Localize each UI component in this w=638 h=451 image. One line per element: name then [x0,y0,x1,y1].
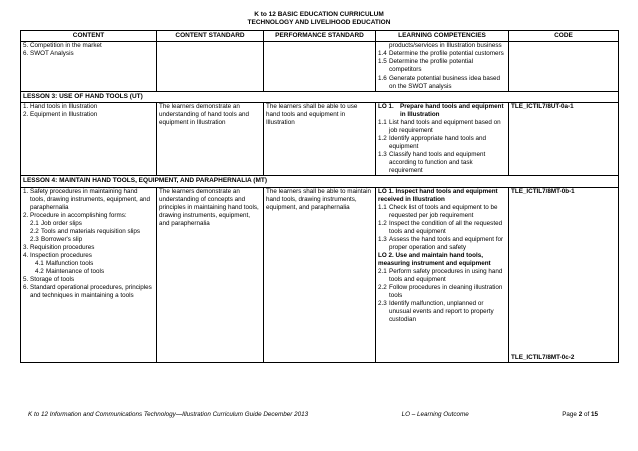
cell-content-standard [157,42,264,91]
cell-code [509,187,619,362]
learning-outcome-2: LO 2. Use and maintain hand tools, measuring instrument and equipment [378,252,491,268]
list-item: products/services in Illustration business [389,42,502,50]
list-item: 4.1 Malfunction tools [35,260,94,268]
cell-code: TLE_ICTIL7/8UT-0a-1 [509,102,619,175]
cell-performance-standard [264,42,376,91]
footer-guide-title: K to 12 Information and Communications Technology—Illustration Curriculum Guide December 2013 [28,411,309,418]
list-item: 1. Hand tools in Illustration [23,102,98,110]
lesson-3-title: LESSON 3: USE OF HAND TOOLS (UT) [21,91,619,102]
footer-legend: LO – Learning Outcome [401,411,469,418]
list-item: 3. Requisition procedures [23,243,95,251]
cell-competencies [376,187,509,362]
cell-code [509,42,619,91]
col-header-content: CONTENT [21,31,157,42]
page-footer [28,411,598,419]
list-item: 1.3 Classify hand tools and equipment according to function and task requirement [378,151,486,175]
col-header-code: CODE [509,31,619,42]
learning-outcome-1: LO 1. Inspect hand tools and equipment received in Illustration [378,187,498,203]
list-item: 1.3 Assess the hand tools and equipment for proper operation and safety [378,235,504,251]
list-item: 6. Standard operational procedures, principles and techniques in maintaining a tools [23,284,152,300]
list-item: 2.3 Identify malfunction, unplanned or unusual events and report to property custodian [378,300,494,324]
code-lo2: TLE_ICTIL7/8MT-0c-2 [511,353,575,361]
list-item: 2.3 Borrower's slip [30,235,83,243]
list-item: 2.1 Job order slips [30,219,82,227]
cell-content-standard: The learners demonstrate an understanding of hand tools and equipment in Illustration [157,102,264,175]
list-item: 4.2 Maintenance of tools [35,268,105,276]
table-row [21,102,619,175]
list-item: 1.1 List hand tools and equipment based on job requirement [378,119,501,135]
list-item: 6. SWOT Analysis [23,50,74,58]
list-item: 2.1 Perform safety procedures in using hand tools and equipment [378,268,503,284]
list-item: 5. Storage of tools [23,276,75,284]
list-item: 5. Competition in the market [23,42,102,50]
list-item: 1.2 Inspect the condition of all the requested tools and equipment [378,219,503,235]
list-item: 1.5 Determine the profile potential competitors [378,58,474,74]
list-item: 2.2 Follow procedures in cleaning illustration tools [378,284,503,300]
table-row [21,187,619,362]
header-line-2: TECHNOLOGY AND LIVELIHOOD EDUCATION [247,19,391,27]
list-item: 1.6 Generate potential business idea based on the SWOT analysis [378,74,500,90]
table-header-row [21,31,619,42]
curriculum-table [20,30,619,363]
learning-outcome: LO 1. Prepare hand tools and equipment in Illustration [378,102,504,118]
list-item: 1. Safety procedures in maintaining hand tools, drawing instruments, equipment, and paraphernalia [23,187,151,211]
cell-competencies [376,42,509,91]
table-row [21,42,619,91]
cell-competencies [376,102,509,175]
cell-performance-standard: The learners shall be able to maintain hand tools, drawing instruments, equipment, and paraphernalia [264,187,376,362]
list-item: 1.4 Determine the profile potential customers [378,50,504,58]
list-item: 1.1 Check list of tools and equipment to be requested per job requirement [378,203,498,219]
list-item: 2. Equipment in Illustration [23,110,98,118]
col-header-learning-competencies: LEARNING COMPETENCIES [376,31,509,42]
cell-content [21,187,157,362]
lesson-3-title-row [21,91,619,102]
list-item: 2. Procedure in accomplishing forms: [23,211,127,219]
header-line-1: K to 12 BASIC EDUCATION CURRICULUM [254,11,384,18]
list-item: 1.2 Identify appropriate hand tools and equipment [378,135,486,151]
cell-content [21,102,157,175]
cell-content-standard: The learners demonstrate an understanding of concepts and principles in maintaining hand tools, drawing instruments, equipment, and paraphernalia [157,187,264,362]
col-header-content-standard: CONTENT STANDARD [157,31,264,42]
list-item: 4. Inspection procedures [23,252,92,260]
code-lo1: TLE_ICTIL7/8MT-0b-1 [511,187,575,195]
list-item: 2.2 Tools and materials requisition slips [30,227,141,235]
lesson-4-title: LESSON 4: MAINTAIN HAND TOOLS, EQUIPMENT, AND PARAPHERNALIA (MT) [21,176,619,187]
cell-content [21,42,157,91]
col-header-performance-standard: PERFORMANCE STANDARD [264,31,376,42]
document-header [0,11,638,28]
lesson-4-title-row [21,176,619,187]
cell-performance-standard: The learners shall be able to use hand tools and equipment in Illustration [264,102,376,175]
page-number: Page 2 of 15 [562,411,598,418]
